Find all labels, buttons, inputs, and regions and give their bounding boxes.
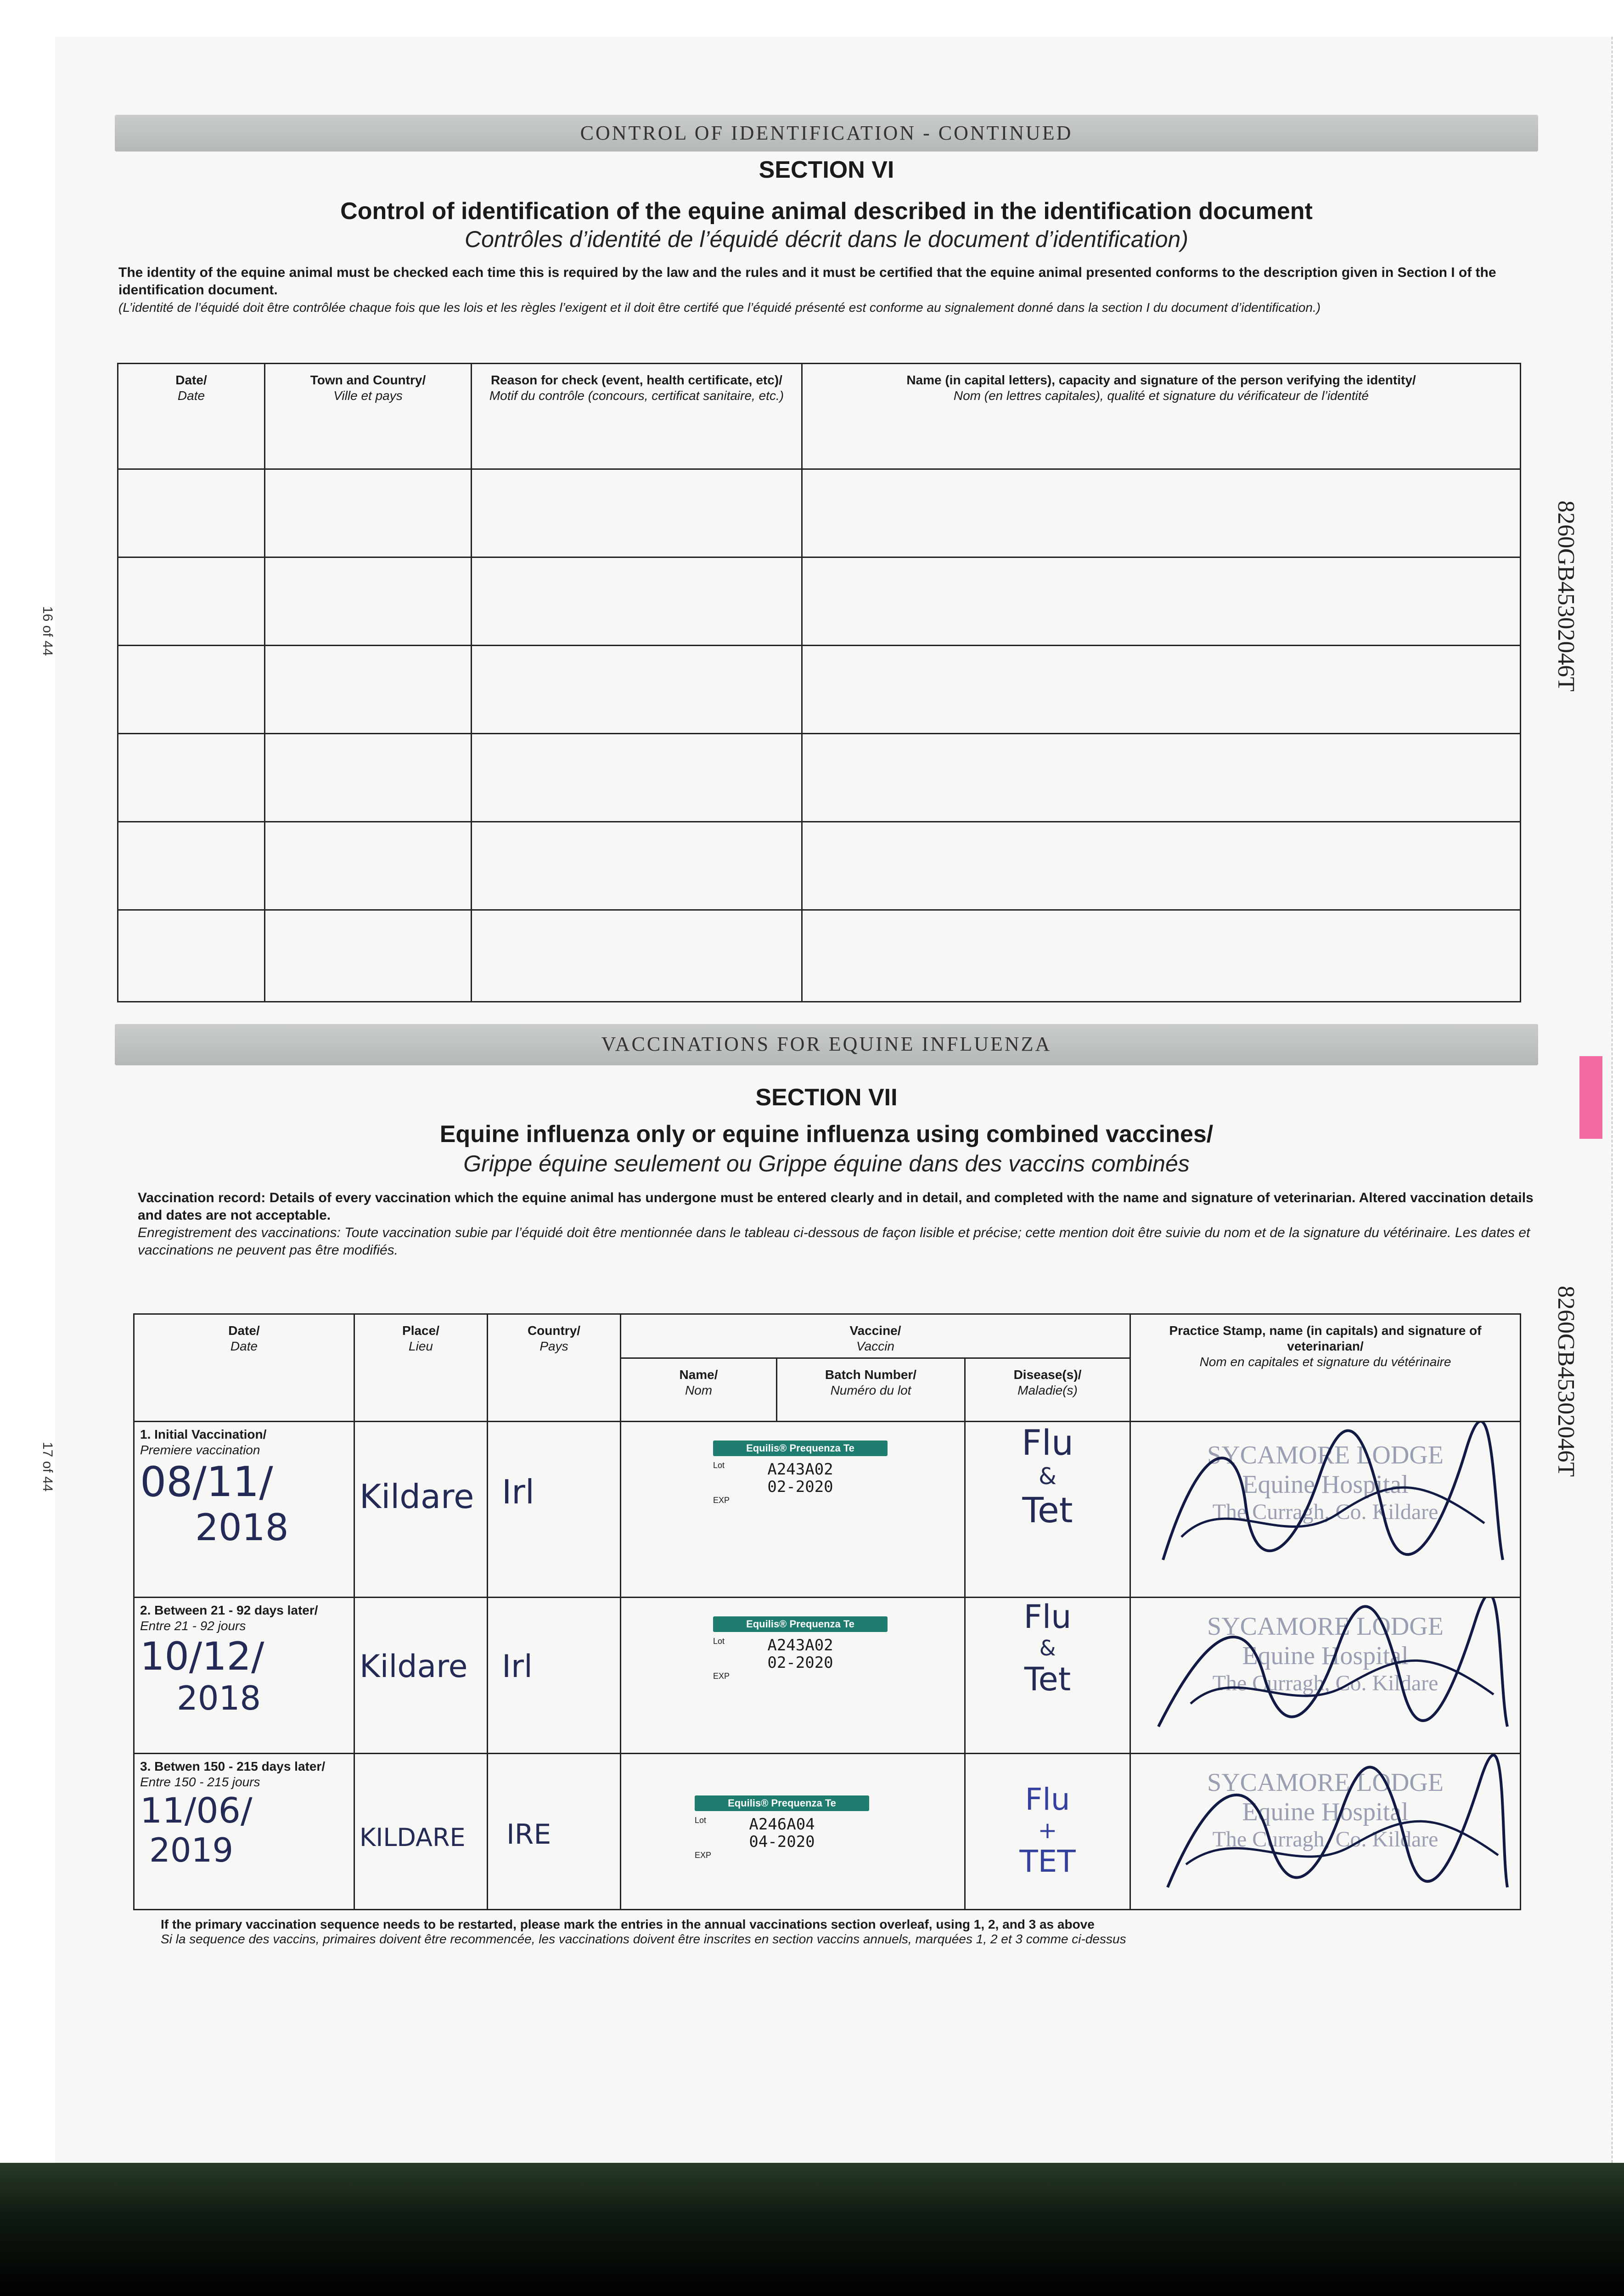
record-paragraph (138, 1189, 1534, 1259)
vaccine-sticker-cell[interactable] (621, 1753, 965, 1909)
cell[interactable] (265, 557, 472, 646)
cell[interactable] (118, 557, 265, 646)
section-label: SECTION VI (759, 157, 894, 183)
batch-block (713, 1816, 851, 1851)
handwritten-place: Kildare (360, 1477, 474, 1516)
handwritten-disease: Tet (1022, 1489, 1073, 1531)
cell[interactable] (802, 646, 1521, 734)
record-text-en: Details of every vaccination which the equine animal has undergone must be entered clearly and in detail, and completed with the name and signature of veterinarian. Altered vaccination details and dates are not acceptable. (138, 1190, 1534, 1223)
practice-stamp-line: SYCAMORE LODGE (1207, 1768, 1444, 1797)
batch-number: A246A04 (749, 1815, 815, 1834)
vaccine-sticker-cell[interactable] (621, 1421, 965, 1597)
batch-number: A243A02 (767, 1636, 833, 1654)
handwritten-disease: Flu (1023, 1598, 1072, 1636)
section-band-top (115, 115, 1538, 152)
exp-label: EXP (695, 1850, 712, 1860)
practice-stamp-line: The Curragh, Co. Kildare (1212, 1827, 1439, 1851)
cell[interactable] (472, 910, 802, 1002)
signature-scribble (1145, 1422, 1512, 1583)
cell[interactable] (472, 646, 802, 734)
table-row (118, 557, 1521, 646)
handwritten-date: 10/12/ (140, 1633, 264, 1679)
intro-fr: (L’identité de l’équidé doit être contrôlée chaque fois que les lois et les règles l’exigent et il doit être certifé que l’équidé présenté est conforme au signalement donné dans la section I du document d’identification.) (118, 300, 1321, 315)
page-number-17: 17 of 44 (40, 1442, 55, 1492)
table-row (118, 910, 1521, 1002)
lot-label: Lot (713, 1636, 725, 1646)
section-title-en: Equine influenza only or equine influenza using combined vaccines/ (439, 1121, 1214, 1148)
header-verifier: Name (in capital letters), capacity and signature of the person verifying the identity/ Nom (en lettres capitales), qualité et signature du vérificateur de l’identité (802, 364, 1521, 469)
band-title: CONTROL OF IDENTIFICATION - CONTINUED (580, 122, 1073, 144)
handwritten-place: Kildare (360, 1648, 468, 1685)
cell[interactable] (265, 822, 472, 910)
handwritten-country: Irl (502, 1472, 534, 1511)
handwritten-date: 08/11/ (140, 1458, 273, 1506)
section-band-middle (115, 1024, 1538, 1065)
handwritten-and: & (1039, 1463, 1056, 1490)
stamp-cell[interactable] (1130, 1753, 1521, 1909)
section-label: SECTION VII (755, 1084, 898, 1111)
vaccine-sticker: Equilis® Prequenza Te (713, 1441, 888, 1456)
lot-label: Lot (695, 1815, 707, 1825)
table-row (118, 734, 1521, 822)
page-number-16: 16 of 44 (40, 606, 55, 656)
vaccine-sticker: Equilis® Prequenza Te (695, 1795, 869, 1811)
scan-shadow-bottom (0, 2163, 1624, 2296)
handwritten-country: Irl (502, 1648, 533, 1685)
cell[interactable] (802, 557, 1521, 646)
practice-stamp-line: SYCAMORE LODGE (1207, 1441, 1444, 1469)
intro-en: The identity of the equine animal must be checked each time this is required by the law and the rules and it must be certified that the equine animal presented conforms to the description given in Section I of the identification document. (118, 265, 1496, 298)
table-row (134, 1421, 1521, 1597)
section-title-en: Control of identification of the equine animal described in the identification document (340, 198, 1313, 225)
footnote-en: If the primary vaccination sequence needs to be restarted, please mark the entries in the annual vaccinations section overleaf, using 1, 2, and 3 as above (161, 1917, 1095, 1931)
document-code-top: 8260GB45302046T (1553, 501, 1579, 692)
identity-check-table (117, 363, 1521, 1002)
section-title-fr: Contrôles d’identité de l’équidé décrit dans le document d’identification) (465, 226, 1188, 252)
cell[interactable] (118, 734, 265, 822)
row-label: 2. Between 21 - 92 days later/ Entre 21 - 92 jours (140, 1603, 318, 1633)
handwritten-and: & (1039, 1635, 1056, 1660)
batch-block (731, 1461, 869, 1496)
exp-label: EXP (713, 1495, 730, 1505)
practice-stamp-line: The Curragh, Co. Kildare (1212, 1671, 1439, 1695)
practice-stamp-line: The Curragh, Co. Kildare (1212, 1499, 1439, 1524)
cell[interactable] (265, 469, 472, 557)
place-cell[interactable] (354, 1597, 488, 1753)
record-text-fr: Enregistrement des vaccinations: Toute vaccination subie par l’équidé doit être mentionnée dans le tableau ci-dessous de façon lisible et précise; cette mention doit être suivie du nom et de la signature du vétérinaire. Les dates et vaccinations ne peuvent pas être modifiés. (138, 1225, 1530, 1258)
cell[interactable] (472, 734, 802, 822)
table-header-row (134, 1314, 1521, 1358)
cell[interactable] (802, 469, 1521, 557)
cell[interactable] (472, 557, 802, 646)
vaccine-sticker: Equilis® Prequenza Te (713, 1616, 888, 1632)
cell[interactable] (472, 822, 802, 910)
disease-cell[interactable] (965, 1753, 1130, 1909)
header-date: Date/ Date (134, 1314, 354, 1422)
handwritten-place: KILDARE (360, 1823, 466, 1852)
row-label: 3. Betwen 150 - 215 days later/ Entre 150 - 215 jours (140, 1759, 326, 1789)
table-header-row (118, 364, 1521, 469)
header-disease: Disease(s)/ Maladie(s) (965, 1358, 1130, 1421)
section-title-fr: Grippe équine seulement ou Grippe équine dans des vaccins combinés (463, 1151, 1190, 1176)
handwritten-date: 11/06/ (140, 1790, 253, 1831)
header-reason: Reason for check (event, health certificate, etc)/ Motif du contrôle (concours, certificat sanitaire, etc.) (472, 364, 802, 469)
batch-block (731, 1637, 869, 1671)
practice-stamp-line: SYCAMORE LODGE (1207, 1612, 1444, 1641)
exp-label: EXP (713, 1671, 730, 1681)
table-row (118, 646, 1521, 734)
footnote-fr: Si la sequence des vaccins, primaires doivent être recommencée, les vaccinations doivent être inscrites en section vaccins annuels, marquées 1, 2 et 3 comme ci-dessus (161, 1932, 1126, 1946)
header-name: Name/ Nom (621, 1358, 777, 1421)
country-cell[interactable] (488, 1421, 621, 1597)
signature-scribble (1145, 1754, 1512, 1896)
stamp-cell[interactable] (1130, 1597, 1521, 1753)
practice-stamp-line: Equine Hospital (1242, 1470, 1409, 1499)
date-cell[interactable] (134, 1753, 354, 1909)
handwritten-disease: Tet (1024, 1660, 1071, 1698)
handwritten-country: IRE (506, 1818, 551, 1851)
handwritten-disease: TET (1019, 1843, 1076, 1879)
expiry-date: 02-2020 (767, 1477, 833, 1496)
table-row (118, 822, 1521, 910)
stamp-cell[interactable] (1130, 1421, 1521, 1597)
header-place: Place/ Lieu (354, 1314, 488, 1422)
handwritten-disease: Flu (1025, 1781, 1070, 1817)
cell[interactable] (265, 646, 472, 734)
handwritten-year: 2018 (195, 1506, 289, 1549)
batch-number: A243A02 (767, 1460, 833, 1479)
sticker-detail (713, 1632, 937, 1671)
cell[interactable] (265, 910, 472, 1002)
header-vaccine: Vaccine/ Vaccin (621, 1314, 1130, 1358)
date-cell[interactable] (134, 1597, 354, 1753)
cell[interactable] (118, 822, 265, 910)
header-town-country: Town and Country/ Ville et pays (265, 364, 472, 469)
expiry-date: 04-2020 (749, 1832, 815, 1851)
cell[interactable] (802, 734, 1521, 822)
vaccination-table (133, 1313, 1521, 1910)
place-cell[interactable] (354, 1753, 488, 1909)
cell[interactable] (472, 469, 802, 557)
row-label: 1. Initial Vaccination/ Premiere vaccination (140, 1427, 267, 1457)
cell[interactable] (118, 469, 265, 557)
table-row (134, 1753, 1521, 1909)
footnote (161, 1917, 1492, 1947)
practice-stamp-line: Equine Hospital (1242, 1797, 1409, 1826)
document-code-bottom: 8260GB45302046T (1553, 1286, 1579, 1477)
cell[interactable] (802, 822, 1521, 910)
cell[interactable] (802, 910, 1521, 1002)
table-row (118, 469, 1521, 557)
header-stamp: Practice Stamp, name (in capitals) and signature of veterinarian/ Nom en capitales et signature du vétérinaire (1130, 1314, 1521, 1422)
sticker-detail (695, 1811, 937, 1851)
header-batch: Batch Number/ Numéro du lot (777, 1358, 965, 1421)
cell[interactable] (118, 910, 265, 1002)
band-title: VACCINATIONS FOR EQUINE INFLUENZA (601, 1033, 1052, 1055)
header-country: Country/ Pays (488, 1314, 621, 1422)
vaccine-sticker-cell[interactable] (621, 1597, 965, 1753)
handwritten-year: 2018 (177, 1678, 261, 1717)
lot-label: Lot (713, 1460, 725, 1470)
country-cell[interactable] (488, 1597, 621, 1753)
disease-cell[interactable] (965, 1421, 1130, 1597)
country-cell[interactable] (488, 1753, 621, 1909)
date-cell[interactable] (134, 1421, 354, 1597)
cell[interactable] (265, 734, 472, 822)
sticker-detail (713, 1456, 937, 1496)
signature-scribble (1145, 1598, 1512, 1740)
handwritten-disease: Flu (1022, 1422, 1073, 1463)
handwritten-year: 2019 (149, 1830, 234, 1869)
handwritten-and: + (1038, 1817, 1057, 1844)
intro-paragraph (118, 264, 1514, 316)
place-cell[interactable] (354, 1421, 488, 1597)
pink-tab (1579, 1056, 1602, 1139)
record-lead: Vaccination record: (138, 1190, 266, 1205)
practice-stamp-line: Equine Hospital (1242, 1641, 1409, 1670)
disease-cell[interactable] (965, 1597, 1130, 1753)
expiry-date: 02-2020 (767, 1653, 833, 1672)
header-date: Date/ Date (118, 364, 265, 469)
cell[interactable] (118, 646, 265, 734)
table-row (134, 1597, 1521, 1753)
record-en (138, 1189, 1534, 1224)
